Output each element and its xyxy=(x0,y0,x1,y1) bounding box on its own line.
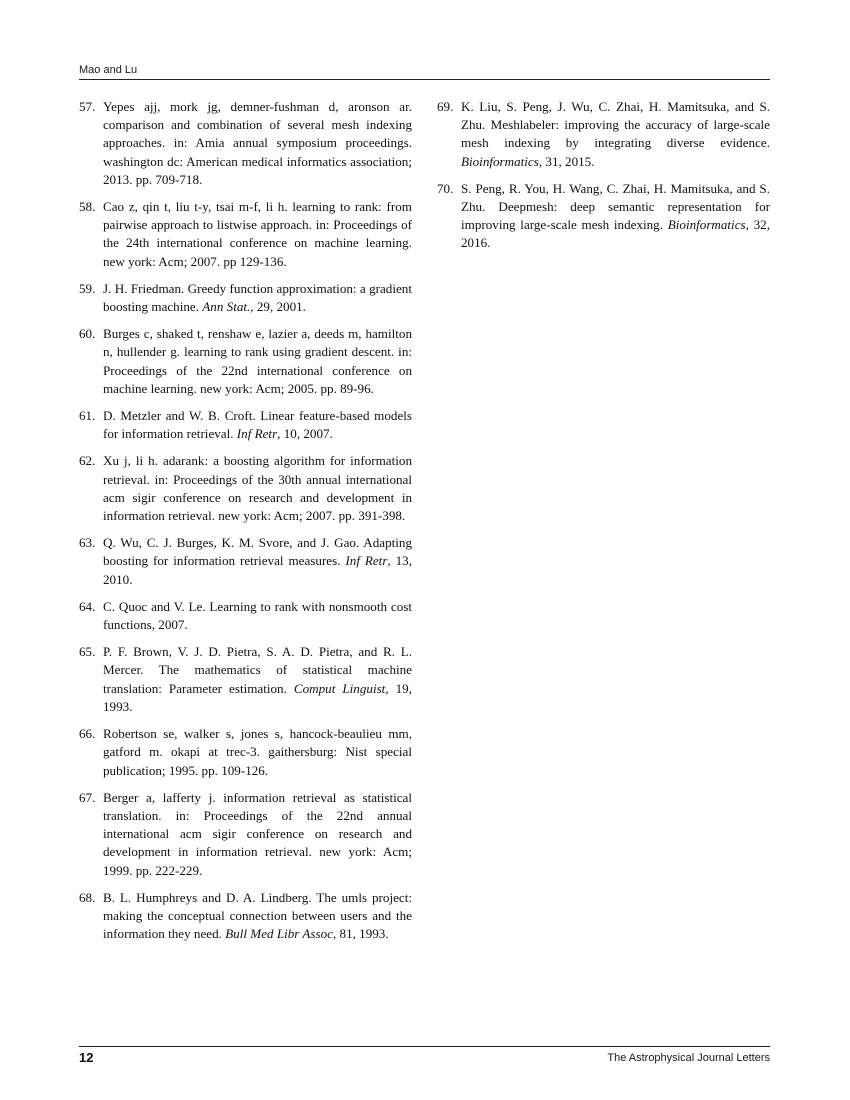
reference-text xyxy=(103,534,412,589)
reference-text xyxy=(103,452,412,525)
reference-number: 67. xyxy=(79,789,96,805)
reference-number: 57. xyxy=(79,99,96,114)
reference-text xyxy=(103,889,412,944)
reference-item xyxy=(79,534,412,589)
reference-number: 59. xyxy=(79,280,96,296)
reference-venue: Bioinformatics xyxy=(667,217,746,233)
reference-main-text: J. H. Friedman. Greedy function approximation: a gradient boosting machine. xyxy=(103,280,412,315)
reference-number: 62. xyxy=(79,453,96,469)
reference-item xyxy=(79,725,412,780)
reference-main-text: Cao z, qin t, liu t-y, tsai m-f, li h. learning to rank: from pairwise approach to listwise approach. in: Proceedings of the 24th international conference on machine learning. new york: Acm; 2007. pp 129-136. xyxy=(103,199,412,269)
reference-item xyxy=(79,889,412,944)
reference-venue: Ann Stat. xyxy=(202,299,251,315)
references-left-column xyxy=(79,98,412,952)
header-rule xyxy=(79,79,770,80)
footer-rule xyxy=(79,1046,770,1047)
reference-text xyxy=(103,643,412,716)
reference-item xyxy=(437,98,770,171)
reference-text xyxy=(103,325,412,398)
reference-text xyxy=(103,789,412,880)
running-header: Mao and Lu xyxy=(79,64,138,76)
reference-number: 69. xyxy=(437,99,454,114)
reference-text xyxy=(461,180,770,253)
reference-number: 64. xyxy=(79,598,96,614)
reference-tail: , 32, 2016. xyxy=(461,217,771,251)
journal-name: The Astrophysical Journal Letters xyxy=(607,1052,770,1064)
reference-main-text: Yepes ajj, mork jg, demner-fushman d, aronson ar. comparison and combination of several mesh indexing approaches. in: Amia annual symposium proceedings. washington dc: American medical informatics association; 2013. pp. 709-718. xyxy=(103,99,412,187)
reference-main-text: D. Metzler and W. B. Croft. Linear feature-based models for information retrieval. xyxy=(103,408,412,442)
reference-item xyxy=(79,280,412,316)
reference-venue: Inf Retr xyxy=(345,553,388,569)
reference-item xyxy=(79,198,412,271)
reference-text xyxy=(103,407,412,443)
reference-venue: Bull Med Libr Assoc xyxy=(225,926,333,942)
reference-text xyxy=(103,280,412,316)
reference-main-text: C. Quoc and V. Le. Learning to rank with nonsmooth cost functions, 2007. xyxy=(103,598,412,633)
reference-item xyxy=(79,643,412,716)
reference-number: 61. xyxy=(79,408,96,424)
reference-tail: , 10, 2007. xyxy=(277,426,333,442)
reference-item xyxy=(437,180,770,253)
reference-text xyxy=(103,598,412,634)
reference-tail: , 31, 2015. xyxy=(538,153,595,169)
reference-text xyxy=(461,98,770,171)
reference-main-text: Berger a, lafferty j. information retrieval as statistical translation. in: Proceedings of the 22nd annual international acm sigir conference on research and development in information retrieval. new york: Acm; 1999. pp. 222-229. xyxy=(103,789,412,878)
reference-main-text: Q. Wu, C. J. Burges, K. M. Svore, and J. Gao. Adapting boosting for information retrieval measures. xyxy=(103,535,412,569)
reference-number: 58. xyxy=(79,199,96,215)
reference-number: 65. xyxy=(79,644,96,660)
reference-main-text: S. Peng, R. You, H. Wang, C. Zhai, H. Mamitsuka, and S. Zhu. Deepmesh: deep semantic representation for improving large-scale mesh indexing. xyxy=(461,180,770,233)
reference-main-text: B. L. Humphreys and D. A. Lindberg. The umls project: making the conceptual connection between users and the information they need. xyxy=(103,889,412,942)
references-right-column xyxy=(437,98,770,262)
reference-venue: Bioinformatics xyxy=(461,153,539,169)
reference-item xyxy=(79,407,412,443)
reference-venue: Inf Retr xyxy=(236,426,278,442)
reference-number: 60. xyxy=(79,326,96,342)
reference-number: 68. xyxy=(79,889,96,905)
reference-main-text: K. Liu, S. Peng, J. Wu, C. Zhai, H. Mamitsuka, and S. Zhu. Meshlabeler: improving the accuracy of large-scale mesh indexing by integrating diverse evidence. xyxy=(461,99,770,151)
reference-text xyxy=(103,198,412,271)
reference-item xyxy=(79,789,412,880)
reference-main-text: Robertson se, walker s, jones s, hancock-beaulieu mm, gatford m. okapi at trec-3. gaithersburg: Nist special publication; 1995. pp. 109-126. xyxy=(103,726,412,778)
reference-main-text: Xu j, li h. adarank: a boosting algorithm for information retrieval. in: Proceedings of the 30th annual international acm sigir conference on research and development in information retrieval. new york: Acm; 2007. pp. 391-398. xyxy=(103,453,412,524)
reference-main-text: Burges c, shaked t, renshaw e, lazier a, deeds m, hamilton n, hullender g. learning to rank using gradient descent. in: Proceedings of the 22nd international conference on machine learning. new york: Acm; 2005. pp. 89-96. xyxy=(103,326,412,396)
reference-number: 70. xyxy=(437,180,454,196)
reference-tail: , 13, 2010. xyxy=(103,553,412,587)
reference-item xyxy=(79,452,412,525)
reference-number: 66. xyxy=(79,726,96,742)
reference-venue: Comput Linguist xyxy=(293,680,386,696)
reference-text xyxy=(103,98,412,189)
reference-item xyxy=(79,98,412,189)
reference-main-text: P. F. Brown, V. J. D. Pietra, S. A. D. Pietra, and R. L. Mercer. The mathematics of statistical machine translation: Parameter estimation. xyxy=(103,644,412,696)
reference-item xyxy=(79,598,412,634)
page-number: 12 xyxy=(79,1050,94,1065)
reference-item xyxy=(79,325,412,398)
reference-tail: , 19, 1993. xyxy=(103,680,412,714)
reference-number: 63. xyxy=(79,535,96,551)
reference-tail: , 81, 1993. xyxy=(332,926,389,942)
reference-tail: , 29, 2001. xyxy=(250,299,306,315)
reference-text xyxy=(103,725,412,780)
